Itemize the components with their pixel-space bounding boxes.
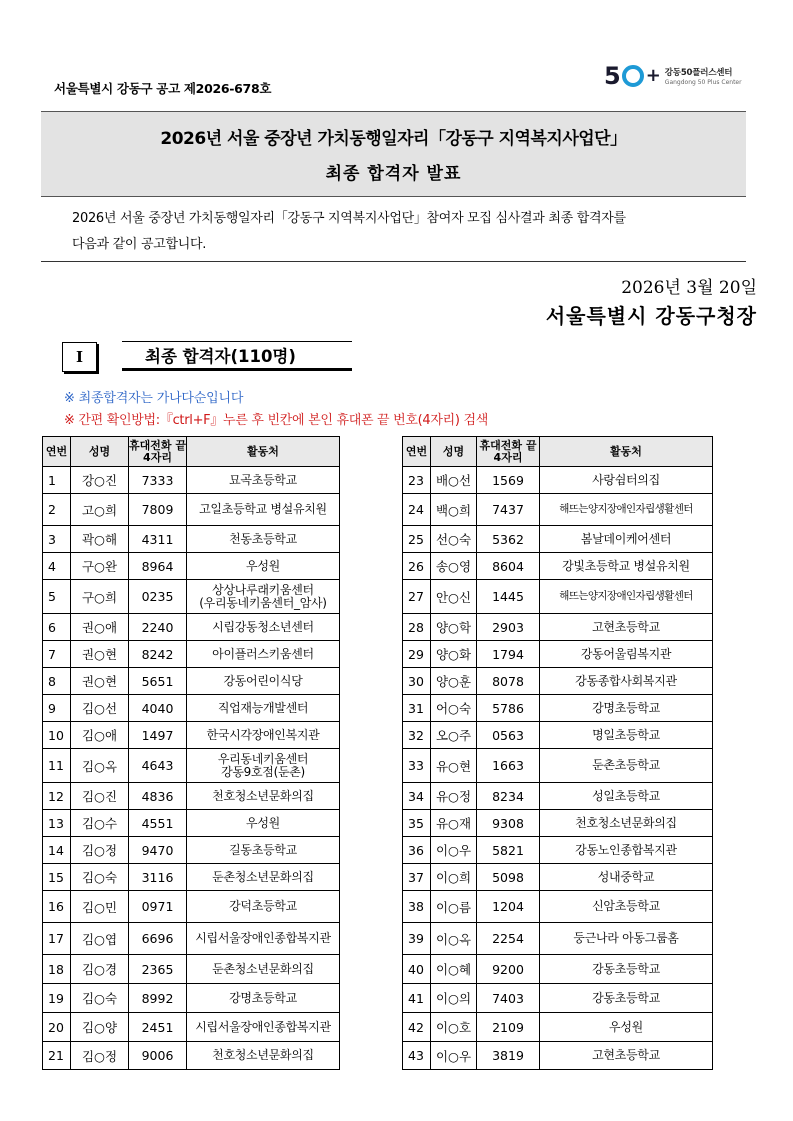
row-place: 아이플러스키움센터 — [187, 641, 340, 668]
row-place: 고일초등학교 병설유치원 — [187, 494, 340, 526]
row-phone: 5651 — [129, 668, 187, 695]
row-number: 32 — [403, 722, 431, 749]
row-name: 김○옥 — [71, 749, 129, 783]
table-row — [43, 641, 340, 668]
row-name: 구○완 — [71, 553, 129, 580]
row-number: 41 — [403, 984, 431, 1013]
row-number: 9 — [43, 695, 71, 722]
row-phone: 7333 — [129, 467, 187, 494]
header-phone: 휴대전화 끝4자리 — [477, 437, 540, 467]
row-name: 권○애 — [71, 614, 129, 641]
header-phone: 휴대전화 끝4자리 — [129, 437, 187, 467]
row-number: 3 — [43, 526, 71, 553]
row-number: 33 — [403, 749, 431, 783]
row-phone: 2240 — [129, 614, 187, 641]
table-row — [403, 494, 713, 526]
row-number: 4 — [43, 553, 71, 580]
table-row — [43, 1013, 340, 1042]
row-name: 이○옥 — [431, 923, 477, 955]
row-number: 19 — [43, 984, 71, 1013]
header-name: 성명 — [71, 437, 129, 467]
row-phone: 7403 — [477, 984, 540, 1013]
row-phone: 2903 — [477, 614, 540, 641]
row-name: 김○수 — [71, 810, 129, 837]
row-place: 시립서울장애인종합복지관 — [187, 923, 340, 955]
row-number: 13 — [43, 810, 71, 837]
row-number: 16 — [43, 891, 71, 923]
table-row — [403, 722, 713, 749]
row-phone: 1663 — [477, 749, 540, 783]
table-row — [403, 668, 713, 695]
row-name: 김○정 — [71, 1042, 129, 1070]
row-phone: 8604 — [477, 553, 540, 580]
row-place: 시립강동청소년센터 — [187, 614, 340, 641]
row-place: 사랑쉼터의집 — [540, 467, 713, 494]
row-phone: 5821 — [477, 837, 540, 864]
row-place: 강동노인종합복지관 — [540, 837, 713, 864]
row-name: 안○신 — [431, 580, 477, 614]
row-name: 이○의 — [431, 984, 477, 1013]
table-row — [403, 837, 713, 864]
row-number: 17 — [43, 923, 71, 955]
row-place: 강명초등학교 — [187, 984, 340, 1013]
row-phone: 4040 — [129, 695, 187, 722]
row-place: 고현초등학교 — [540, 1042, 713, 1070]
table-row — [43, 984, 340, 1013]
logo-mark — [604, 64, 661, 88]
row-number: 24 — [403, 494, 431, 526]
row-place: 천호청소년문화의집 — [187, 1042, 340, 1070]
row-name: 이○호 — [431, 1013, 477, 1042]
row-phone: 9308 — [477, 810, 540, 837]
table-row — [403, 810, 713, 837]
row-number: 38 — [403, 891, 431, 923]
row-place: 명일초등학교 — [540, 722, 713, 749]
section-title: 최종 합격자(110명) — [122, 341, 352, 371]
row-number: 10 — [43, 722, 71, 749]
row-place: 강덕초등학교 — [187, 891, 340, 923]
table-row — [403, 891, 713, 923]
roster-table-right — [402, 436, 713, 1070]
row-phone: 8234 — [477, 783, 540, 810]
row-place: 묘곡초등학교 — [187, 467, 340, 494]
row-name: 김○민 — [71, 891, 129, 923]
row-name: 김○애 — [71, 722, 129, 749]
table-row — [43, 722, 340, 749]
row-name: 권○현 — [71, 668, 129, 695]
row-name: 곽○해 — [71, 526, 129, 553]
row-name: 송○영 — [431, 553, 477, 580]
table-row — [403, 864, 713, 891]
row-number: 25 — [403, 526, 431, 553]
row-place: 해뜨는양지장애인자립생활센터 — [540, 494, 713, 526]
row-place: 고현초등학교 — [540, 614, 713, 641]
row-phone: 8964 — [129, 553, 187, 580]
issuing-office: 서울특별시 강동구청장 — [545, 304, 757, 328]
row-place: 우리동네키움센터 강동9호점(둔촌) — [187, 749, 340, 783]
table-row — [43, 864, 340, 891]
table-row — [403, 553, 713, 580]
row-phone: 0971 — [129, 891, 187, 923]
row-phone: 5362 — [477, 526, 540, 553]
row-phone: 9006 — [129, 1042, 187, 1070]
row-number: 27 — [403, 580, 431, 614]
row-phone: 8078 — [477, 668, 540, 695]
row-name: 이○름 — [431, 891, 477, 923]
row-phone: 4551 — [129, 810, 187, 837]
table-row — [403, 580, 713, 614]
search-tip-note: ※ 간편 확인방법:『ctrl+F』누른 후 빈칸에 본인 휴대폰 끝 번호(4자리) 검색 — [64, 413, 489, 428]
row-place: 강동종합사회복지관 — [540, 668, 713, 695]
row-place: 강동어울림복지관 — [540, 641, 713, 668]
row-number: 8 — [43, 668, 71, 695]
header-place: 활동처 — [187, 437, 340, 467]
table-row — [403, 614, 713, 641]
row-phone: 3819 — [477, 1042, 540, 1070]
row-name: 유○현 — [431, 749, 477, 783]
notice-number: 서울특별시 강동구 공고 제2026-678호 — [54, 81, 272, 96]
row-place: 성내중학교 — [540, 864, 713, 891]
row-name: 이○희 — [431, 864, 477, 891]
sort-order-note: ※ 최종합격자는 가나다순입니다 — [64, 391, 244, 406]
row-number: 20 — [43, 1013, 71, 1042]
row-number: 26 — [403, 553, 431, 580]
row-name: 이○우 — [431, 837, 477, 864]
row-name: 김○진 — [71, 783, 129, 810]
row-name: 권○현 — [71, 641, 129, 668]
row-number: 1 — [43, 467, 71, 494]
row-phone: 4643 — [129, 749, 187, 783]
row-place: 우성원 — [187, 553, 340, 580]
row-place: 강동초등학교 — [540, 955, 713, 984]
row-phone: 2451 — [129, 1013, 187, 1042]
row-number: 43 — [403, 1042, 431, 1070]
row-number: 42 — [403, 1013, 431, 1042]
table-row — [403, 1013, 713, 1042]
table-row — [43, 837, 340, 864]
row-place: 강동초등학교 — [540, 984, 713, 1013]
row-place: 길동초등학교 — [187, 837, 340, 864]
title-box — [41, 111, 746, 197]
row-name: 양○훈 — [431, 668, 477, 695]
row-place: 우성원 — [187, 810, 340, 837]
row-number: 5 — [43, 580, 71, 614]
table-row — [43, 526, 340, 553]
row-name: 김○숙 — [71, 864, 129, 891]
table-row — [403, 783, 713, 810]
row-phone: 6696 — [129, 923, 187, 955]
row-number: 14 — [43, 837, 71, 864]
row-place: 둔촌초등학교 — [540, 749, 713, 783]
table-row — [43, 467, 340, 494]
row-place: 성일초등학교 — [540, 783, 713, 810]
row-phone: 1794 — [477, 641, 540, 668]
row-name: 김○숙 — [71, 984, 129, 1013]
row-number: 28 — [403, 614, 431, 641]
row-number: 40 — [403, 955, 431, 984]
logo-name-en: Gangdong 50 Plus Center — [664, 79, 742, 86]
table-header-row — [403, 437, 713, 467]
row-place: 직업재능개발센터 — [187, 695, 340, 722]
table-row — [43, 614, 340, 641]
row-phone: 7437 — [477, 494, 540, 526]
row-name: 강○진 — [71, 467, 129, 494]
logo-text — [665, 66, 742, 86]
table-row — [403, 641, 713, 668]
intro-line-2: 다음과 같이 공고합니다. — [72, 237, 207, 252]
row-place: 강동어린이식당 — [187, 668, 340, 695]
row-name: 선○숙 — [431, 526, 477, 553]
row-number: 15 — [43, 864, 71, 891]
announcement-date: 2026년 3월 20일 — [621, 278, 757, 298]
table-row — [43, 695, 340, 722]
table-row — [43, 1042, 340, 1070]
row-phone: 4311 — [129, 526, 187, 553]
row-phone: 0235 — [129, 580, 187, 614]
table-row — [403, 1042, 713, 1070]
row-phone: 5786 — [477, 695, 540, 722]
row-phone: 1204 — [477, 891, 540, 923]
row-place: 천동초등학교 — [187, 526, 340, 553]
header-no: 연번 — [403, 437, 431, 467]
row-number: 31 — [403, 695, 431, 722]
table-row — [43, 668, 340, 695]
row-name: 백○희 — [431, 494, 477, 526]
row-phone: 4836 — [129, 783, 187, 810]
row-name: 어○숙 — [431, 695, 477, 722]
row-place: 한국시각장애인복지관 — [187, 722, 340, 749]
table-row — [403, 467, 713, 494]
row-number: 18 — [43, 955, 71, 984]
section-number: Ⅰ — [62, 342, 97, 372]
title-line-1: 2026년 서울 중장년 가치동행일자리「강동구 지역복지사업단」 — [160, 129, 627, 149]
row-name: 이○혜 — [431, 955, 477, 984]
row-place: 둥근나라 아동그룹홈 — [540, 923, 713, 955]
row-name: 김○선 — [71, 695, 129, 722]
row-name: 구○희 — [71, 580, 129, 614]
row-place: 강빛초등학교 병설유치원 — [540, 553, 713, 580]
intro-paragraph — [41, 197, 746, 262]
row-place: 해뜨는양지장애인자립생활센터 — [540, 580, 713, 614]
table-row — [43, 955, 340, 984]
center-logo — [604, 64, 742, 88]
row-place: 둔촌청소년문화의집 — [187, 955, 340, 984]
row-name: 김○정 — [71, 837, 129, 864]
row-name: 양○화 — [431, 641, 477, 668]
row-phone: 8242 — [129, 641, 187, 668]
row-name: 유○재 — [431, 810, 477, 837]
row-place: 상상나루래키움센터 (우리동네키움센터_암사) — [187, 580, 340, 614]
row-number: 2 — [43, 494, 71, 526]
row-phone: 1569 — [477, 467, 540, 494]
row-phone: 0563 — [477, 722, 540, 749]
roster-table-left — [42, 436, 340, 1070]
row-number: 7 — [43, 641, 71, 668]
row-name: 배○선 — [431, 467, 477, 494]
row-place: 천호청소년문화의집 — [187, 783, 340, 810]
row-name: 고○희 — [71, 494, 129, 526]
header-place: 활동처 — [540, 437, 713, 467]
row-name: 유○정 — [431, 783, 477, 810]
row-name: 김○경 — [71, 955, 129, 984]
row-phone: 2109 — [477, 1013, 540, 1042]
logo-digit: 5 — [604, 62, 621, 90]
row-number: 29 — [403, 641, 431, 668]
table-row — [43, 810, 340, 837]
row-name: 오○주 — [431, 722, 477, 749]
table-row — [43, 494, 340, 526]
logo-circle-icon — [622, 65, 644, 87]
row-phone: 2365 — [129, 955, 187, 984]
row-number: 34 — [403, 783, 431, 810]
header-no: 연번 — [43, 437, 71, 467]
header-name: 성명 — [431, 437, 477, 467]
row-place: 우성원 — [540, 1013, 713, 1042]
table-header-row — [43, 437, 340, 467]
table-row — [43, 783, 340, 810]
row-phone: 7809 — [129, 494, 187, 526]
row-phone: 2254 — [477, 923, 540, 955]
row-number: 36 — [403, 837, 431, 864]
row-place: 봄날데이케어센터 — [540, 526, 713, 553]
table-row — [43, 891, 340, 923]
row-number: 30 — [403, 668, 431, 695]
row-place: 시립서울장애인종합복지관 — [187, 1013, 340, 1042]
intro-line-1: 2026년 서울 중장년 가치동행일자리「강동구 지역복지사업단」참여자 모집 심사결과 최종 합격자를 — [72, 211, 626, 226]
row-number: 11 — [43, 749, 71, 783]
logo-plus: + — [645, 65, 661, 86]
row-phone: 1445 — [477, 580, 540, 614]
row-number: 39 — [403, 923, 431, 955]
table-row — [43, 553, 340, 580]
row-number: 23 — [403, 467, 431, 494]
row-number: 37 — [403, 864, 431, 891]
row-number: 6 — [43, 614, 71, 641]
row-phone: 9470 — [129, 837, 187, 864]
row-phone: 9200 — [477, 955, 540, 984]
table-row — [403, 526, 713, 553]
row-phone: 1497 — [129, 722, 187, 749]
row-phone: 3116 — [129, 864, 187, 891]
table-row — [43, 580, 340, 614]
row-name: 김○엽 — [71, 923, 129, 955]
row-name: 양○학 — [431, 614, 477, 641]
table-row — [43, 749, 340, 783]
row-place: 강명초등학교 — [540, 695, 713, 722]
table-row — [403, 923, 713, 955]
row-name: 김○양 — [71, 1013, 129, 1042]
row-place: 둔촌청소년문화의집 — [187, 864, 340, 891]
row-number: 21 — [43, 1042, 71, 1070]
table-row — [43, 923, 340, 955]
table-row — [403, 695, 713, 722]
row-phone: 8992 — [129, 984, 187, 1013]
row-place: 천호청소년문화의집 — [540, 810, 713, 837]
row-name: 이○우 — [431, 1042, 477, 1070]
table-row — [403, 984, 713, 1013]
title-line-2: 최종 합격자 발표 — [325, 164, 462, 184]
row-number: 12 — [43, 783, 71, 810]
row-number: 35 — [403, 810, 431, 837]
row-phone: 5098 — [477, 864, 540, 891]
row-place: 신암초등학교 — [540, 891, 713, 923]
table-row — [403, 955, 713, 984]
table-row — [403, 749, 713, 783]
logo-name-ko: 강동50플러스센터 — [664, 68, 733, 78]
